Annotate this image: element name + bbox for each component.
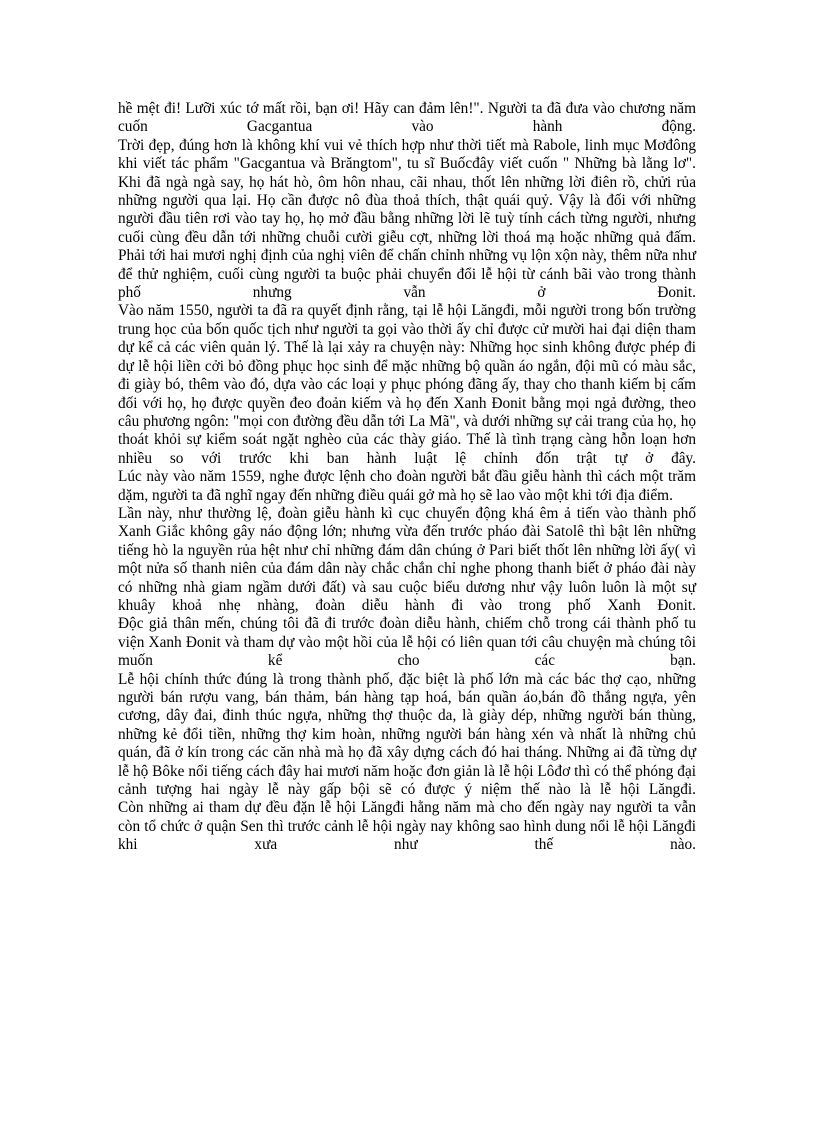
paragraph: Khi đã ngà ngà say, họ hát hò, ôm hôn nhau, cãi nhau, thốt lên những lời điên rồ, chửi rủa những người qua lại. Họ cần được nô đùa thoả thích, thật quái quỷ. Vậy là đối với những người đầu tiên rơi vào tay họ, họ mở đầu bằng những lời lẽ tuỳ tính cách từng người, nhưng cuối cùng đều dẫn tới những chuỗi cười giễu cợt, những lời thoá mạ hoặc những quả đấm. (118, 173, 696, 246)
paragraph: Độc giả thân mến, chúng tôi đã đi trước đoàn diễu hành, chiếm chỗ trong cái thành phố tu viện Xanh Đonit và tham dự vào một hồi của lễ hội có liên quan tới câu chuyện mà chúng tôi muốn kể cho các bạn. (118, 615, 696, 670)
document-body (118, 100, 696, 855)
paragraph: Vào năm 1550, người ta đã ra quyết định rằng, tại lễ hội Lăngđi, mỗi người trong bốn trường trung học của bốn quốc tịch như người ta gọi vào thời ấy chỉ được cử mười hai đại diện tham dự kể cả các viên quản lý. Thế là lại xảy ra chuyện này: Những học sinh không được phép đi dự lễ hội liền cởi bỏ đồng phục học sinh để mặc những bộ quần áo ngắn, đội mũ có màu sắc, đi giày bó, thêm vào đó, dựa vào các loại y phục phóng đãng ấy, thay cho thanh kiếm bị cấm đối với họ, họ được quyền đeo đoản kiếm và họ đến Xanh Đonit bằng mọi ngả đường, theo câu phương ngôn: "mọi con đường đều dẫn tới La Mã", và dưới những sự cải trang của họ, họ thoát khỏi sự kiểm soát ngặt nghèo của các thày giáo. Thế là tình trạng càng hỗn loạn hơn nhiều so với trước khi ban hành luật lệ chỉnh đốn trật tự ở đây. (118, 302, 696, 467)
paragraph: Còn những ai tham dự đều đặn lễ hội Lăngđi hằng năm mà cho đến ngày nay người ta vẫn còn tổ chức ở quận Sen thì trước cảnh lễ hội ngày nay không sao hình dung nổi lễ hội Lăngđi khi xưa như thế nào. (118, 799, 696, 854)
paragraph: Phải tới hai mươi nghị định của nghị viên để chấn chỉnh những vụ lộn xộn này, thêm nữa như để thử nghiệm, cuối cùng người ta buộc phải chuyển đổi lễ hội từ cánh bãi vào trong thành phố nhưng vẫn ở Đonit. (118, 247, 696, 302)
paragraph: Lúc này vào năm 1559, nghe được lệnh cho đoàn người bắt đầu giễu hành thì cách một trăm dặm, người ta đã nghĩ ngay đến những điều quái gở mà họ sẽ lao vào một khi tới địa điểm. (118, 468, 696, 504)
paragraph: Lần này, như thường lệ, đoàn giễu hành kì cục chuyển động khá êm ả tiến vào thành phố Xanh Giắc không gây náo động lớn; nhưng vừa đến trước pháo đài Satolê thì bật lên những tiếng hò la nguyền rủa hệt như chỉ những đám dân chúng ở Pari biết thốt lên những lời ấy( vì một nửa số thanh niên của đám dân này chắc chắn chỉ nghe phong thanh biết ở pháo đài này có những nhà giam ngầm dưới đất) và sau cuộc biểu dương như vậy luôn luôn là một sự khuây khoả nhẹ nhàng, đoàn diễu hành đi vào trong phố Xanh Đonit. (118, 504, 696, 614)
paragraph: Trời đẹp, đúng hơn là không khí vui vẻ thích hợp như thời tiết mà Rabole, linh mục Mơđông khi viết tác phẩm "Gacgantua và Brăngtom", tu sĩ Buốcđây viết cuốn " Những bà lằng lơ". (118, 136, 696, 173)
paragraph: Lễ hội chính thức đúng là trong thành phố, đặc biệt là phố lớn mà các bác thợ cạo, những người bán rượu vang, bán thảm, bán hàng tạp hoá, bán quần áo,bán đồ thắng ngựa, yên cương, dây đai, đinh thúc ngựa, những thợ thuộc da, là giày dép, những người bán thùng, những kẻ đổi tiền, những thợ kim hoàn, những người bán hàng xén và nhất là những chủ quán, đã ở kín trong các căn nhà mà họ đã xây dựng cách đó hai tháng. Những ai đã từng dự lễ hộ Bôke nổi tiếng cách đây hai mươi năm hoặc đơn giản là lễ hội Lôđơ thì có thể phóng đại cảnh tượng hai ngày lễ này gấp bội sẽ có được ý niệm thế nào là lễ hội Lăngđi. (118, 670, 696, 799)
paragraph: hề mệt đi! Lưỡi xúc tớ mất rồi, bạn ơi! Hãy can đảm lên!". Người ta đã đưa vào chương năm cuốn Gacgantua vào hành động. (118, 100, 696, 136)
